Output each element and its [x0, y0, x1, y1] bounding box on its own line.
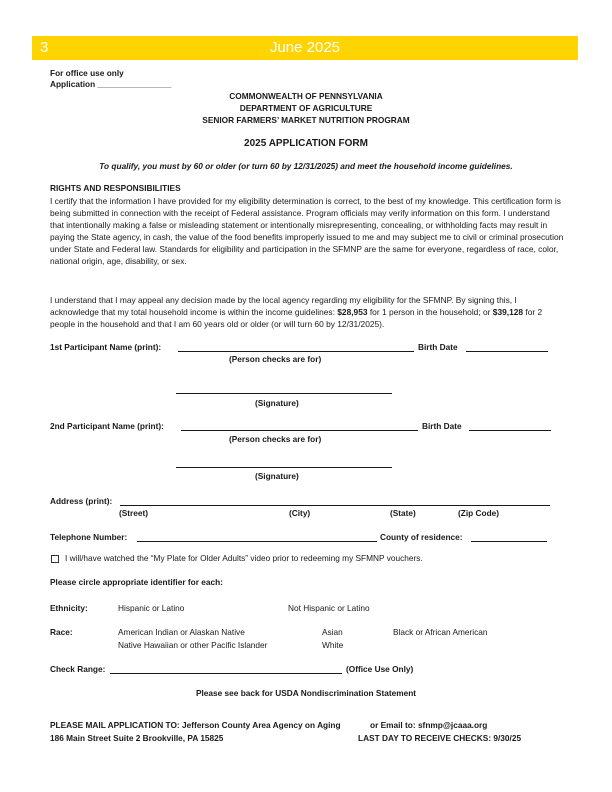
address-label: Address (print): — [50, 496, 113, 506]
address-city-label: (City) — [289, 508, 311, 518]
footer-address: 186 Main Street Suite 2 Brookville, PA 15825 — [50, 733, 224, 743]
nondiscrimination-note: Please see back for USDA Nondiscrimination Statement — [195, 688, 417, 698]
race-native-hawaiian[interactable]: Native Hawaiian or other Pacific Islander — [118, 640, 268, 650]
participant-1-birth-date-field[interactable] — [466, 351, 548, 352]
participant-2-birth-date-field[interactable] — [469, 430, 551, 431]
header-program: SENIOR FARMERS’ MARKET NUTRITION PROGRAM — [202, 115, 410, 125]
telephone-field[interactable] — [137, 541, 377, 542]
circle-instruction: Please circle appropriate identifier for each: — [50, 577, 223, 587]
footer-mail-to: PLEASE MAIL APPLICATION TO: Jefferson County Area Agency on Aging — [50, 720, 341, 730]
race-american-indian[interactable]: American Indian or Alaskan Native — [118, 627, 245, 637]
income-amount-2: $39,128 — [492, 307, 524, 317]
para2-text-a: I understand that I may appeal any decision made by the local agency regarding my eligibility for the SFMNP. By signing this, I acknowledge that my total household income is within the income guidelines: — [50, 295, 517, 317]
address-street-label: (Street) — [119, 508, 149, 518]
race-black[interactable]: Black or African American — [393, 627, 488, 637]
video-checkbox[interactable] — [51, 555, 59, 563]
page-banner — [32, 36, 578, 60]
participant-1-signature-label: (Signature) — [255, 398, 299, 408]
participant-1-label: 1st Participant Name (print): — [50, 342, 162, 352]
footer-last-day: LAST DAY TO RECEIVE CHECKS: 9/30/25 — [358, 733, 522, 743]
header-commonwealth: COMMONWEALTH OF PENNSYLVANIA — [229, 91, 383, 101]
check-range-label: Check Range: — [50, 664, 106, 674]
address-zip-label: (Zip Code) — [458, 508, 500, 518]
office-use-label: For office use only — [50, 68, 124, 78]
participant-2-person-checks-label: (Person checks are for) — [229, 434, 322, 444]
rights-heading: RIGHTS AND RESPONSIBILITIES — [50, 183, 181, 193]
check-range-field[interactable] — [110, 673, 342, 674]
para2-text-c: for 2 people in the household and that I am 60 years old or older (or will turn 60 by 12/31/2025). — [50, 307, 543, 329]
participant-2-name-field[interactable] — [181, 430, 418, 431]
page-number: 3 — [40, 39, 49, 56]
ethnicity-not-hispanic[interactable]: Not Hispanic or Latino — [288, 603, 370, 613]
video-statement: I will/have watched the “My Plate for Older Adults” video prior to redeeming my SFMNP vouchers. — [65, 553, 423, 563]
form-title: 2025 APPLICATION FORM — [244, 138, 368, 149]
rights-paragraph-2 — [50, 294, 565, 330]
footer-email: or Email to: sfnmp@jcaaa.org — [370, 720, 488, 730]
participant-1-name-field[interactable] — [178, 351, 414, 352]
banner-month: June 2025 — [269, 39, 341, 56]
office-use-only-label: (Office Use Only) — [346, 664, 414, 674]
participant-2-signature-label: (Signature) — [255, 471, 299, 481]
header-department: DEPARTMENT OF AGRICULTURE — [239, 103, 373, 113]
county-field[interactable] — [471, 541, 547, 542]
participant-1-signature-field[interactable] — [176, 393, 392, 394]
race-label: Race: — [50, 627, 73, 637]
race-white[interactable]: White — [322, 640, 344, 650]
participant-2-birth-date-label: Birth Date — [422, 421, 462, 431]
qualify-statement: To qualify, you must by 60 or older (or turn 60 by 12/31/2025) and meet the household income guidelines. — [99, 161, 513, 171]
address-state-label: (State) — [390, 508, 416, 518]
ethnicity-hispanic[interactable]: Hispanic or Latino — [118, 603, 185, 613]
rights-paragraph-1: I certify that the information I have provided for my eligibility determination is correct, to the best of my knowledge. This certification form is being submitted in connection with the receipt of Federal assistance. Program officials may verify information on this form. I understand that intentionally making a false or misleading statement or intentionally misrepresenting, concealing, or withholding facts may result in paying the State agency, in cash, the value of the food benefits improperly issued to me and may subject me to civil or criminal prosecution under State and Federal law. Standards for eligibility and participation in the SFMNP are the same for everyone, regardless of race, color, national origin, age, disability, or sex. — [50, 196, 564, 266]
application-number-field[interactable]: Application ________________ — [50, 79, 172, 89]
participant-2-signature-field[interactable] — [176, 467, 392, 468]
para2-text-b: for 1 person in the household; or — [367, 307, 493, 317]
telephone-label: Telephone Number: — [50, 532, 128, 542]
participant-2-label: 2nd Participant Name (print): — [50, 421, 164, 431]
ethnicity-label: Ethnicity: — [50, 603, 88, 613]
participant-1-person-checks-label: (Person checks are for) — [229, 354, 322, 364]
participant-1-birth-date-label: Birth Date — [418, 342, 458, 352]
race-asian[interactable]: Asian — [322, 627, 343, 637]
income-amount-1: $28,953 — [337, 307, 368, 317]
address-field[interactable] — [120, 505, 550, 506]
county-label: County of residence: — [380, 532, 463, 542]
